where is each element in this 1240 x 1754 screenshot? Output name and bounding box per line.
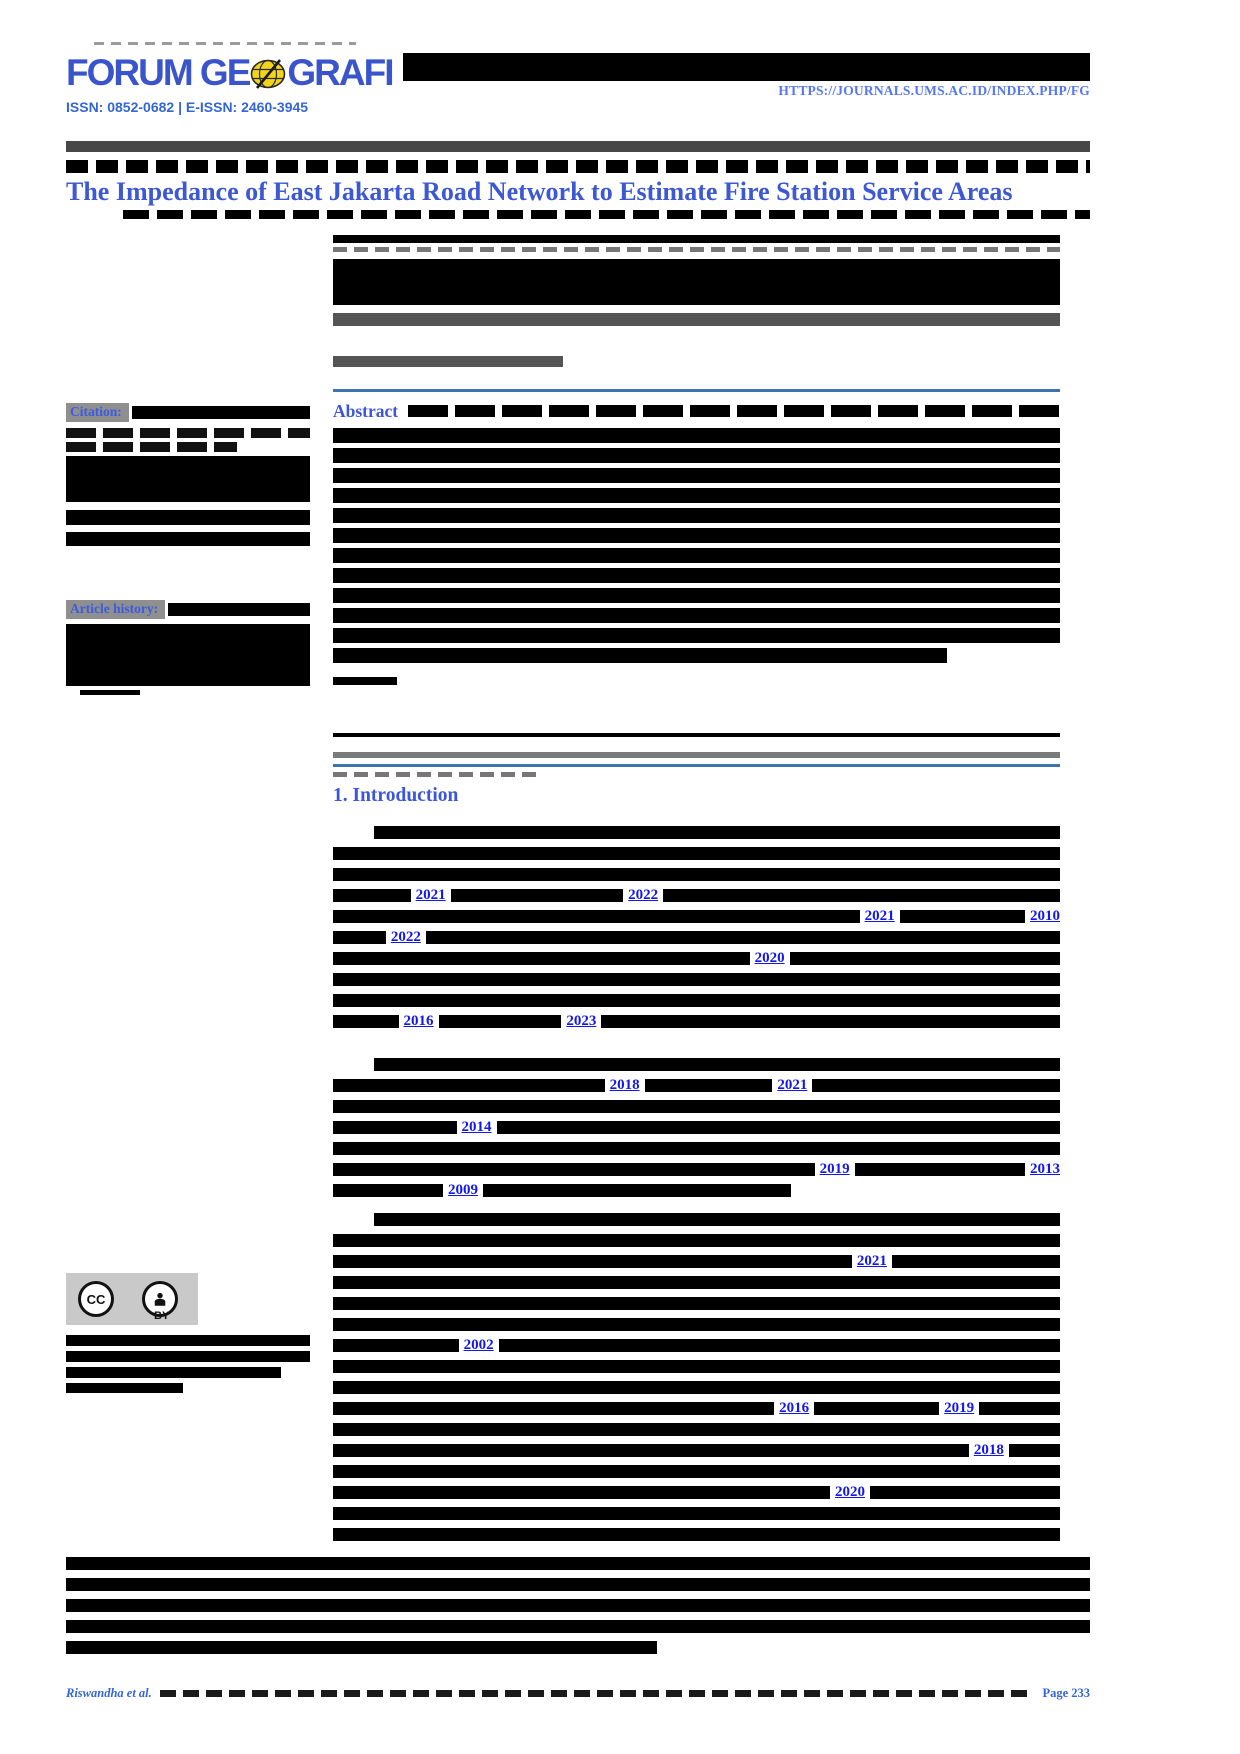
redacted-line: [333, 969, 1060, 990]
redacted-line: [333, 1011, 1060, 1032]
redacted-text-bar: [333, 428, 1060, 443]
citation-year-link[interactable]: 2016: [779, 1400, 810, 1417]
redacted-line: [66, 1553, 1090, 1574]
logo-text-left: FORUM GE: [66, 52, 250, 93]
redacted-text-bar: [333, 1339, 459, 1352]
abstract-header-row: [333, 402, 1060, 420]
redacted-license-line: [66, 1351, 310, 1362]
redacted-text-bar: [374, 1058, 1060, 1071]
footer-dashed-line: [160, 1690, 1035, 1697]
redacted-text-bar: [333, 1163, 815, 1176]
article-history-header: [66, 600, 310, 619]
redacted-line: [333, 485, 1060, 505]
redacted-line: [333, 1054, 1060, 1075]
citation-label: Citation:: [66, 403, 129, 422]
redacted-text-bar: [333, 1100, 1060, 1113]
redacted-line: [333, 1377, 1060, 1398]
columns: [66, 235, 1090, 1545]
redacted-correspondence-line: [333, 356, 563, 367]
redacted-text-bar: [790, 952, 1060, 965]
redacted-text-bar: [426, 931, 1060, 944]
redacted-line: [333, 1524, 1060, 1545]
citation-header: [66, 403, 310, 422]
redacted-text-bar: [979, 1402, 1060, 1415]
redacted-text-bar: [66, 1599, 1090, 1612]
redacted-text-bar: [855, 1163, 1025, 1176]
redacted-line: [333, 445, 1060, 465]
citation-year-link[interactable]: 2021: [415, 887, 446, 904]
redacted-line: [333, 585, 1060, 605]
redacted-text-bar: [374, 826, 1060, 839]
redacted-text-bar: [333, 994, 1060, 1007]
redacted-text-bar: [66, 1578, 1090, 1591]
redacted-text-bar: [333, 608, 1060, 623]
citation-year-link[interactable]: 2021: [777, 1077, 808, 1094]
redacted-text-bar: [333, 1142, 1060, 1155]
redacted-citation-line: [66, 510, 310, 525]
redacted-keywords-line: [333, 752, 1060, 758]
redacted-paragraph-2: [333, 1054, 1060, 1201]
redacted-text-bar: [451, 889, 624, 902]
citation-year-link[interactable]: 2010: [1030, 908, 1060, 925]
citation-year-link[interactable]: 2022: [628, 887, 659, 904]
footer-page-number: Page 233: [1042, 1686, 1090, 1700]
redacted-text-bar: [333, 568, 1060, 583]
article-title: The Impedance of East Jakarta Road Network to Estimate Fire Station Service Areas: [66, 177, 1013, 206]
header-top-dashed-line: [94, 42, 356, 45]
journal-website-link[interactable]: HTTPS://JOURNALS.UMS.AC.ID/INDEX.PHP/FG: [778, 83, 1090, 98]
redacted-text-bar: [333, 648, 947, 663]
redacted-text-bar: [333, 1015, 399, 1028]
redacted-text-bar: [333, 1121, 457, 1134]
redacted-history-block: [66, 624, 310, 686]
redacted-line: [333, 525, 1060, 545]
redacted-text-bar: [66, 1641, 657, 1654]
redacted-text-bar: [439, 1015, 562, 1028]
redacted-line: [333, 906, 1060, 927]
redacted-citation-line: [66, 442, 237, 452]
redacted-citation-line: [66, 532, 310, 546]
redacted-text-bar: [66, 1620, 1090, 1633]
redacted-line: [333, 565, 1060, 585]
abstract-top-rule: [333, 389, 1060, 392]
redacted-section-dashes: [333, 772, 543, 777]
citation-year-link[interactable]: 2014: [461, 1119, 492, 1136]
redacted-license-line: [66, 1335, 310, 1346]
spacer: [796, 1190, 1060, 1191]
citation-year-link[interactable]: 2023: [566, 1013, 597, 1030]
citation-year-link[interactable]: 2018: [973, 1442, 1004, 1459]
citation-year-link[interactable]: 2020: [834, 1484, 865, 1501]
citation-year-link[interactable]: 2020: [754, 950, 785, 967]
page-content: [66, 0, 1090, 1658]
redacted-text-bar: [483, 1184, 791, 1197]
redacted-subtitle-bar: [123, 210, 1090, 219]
redacted-line: [333, 1096, 1060, 1117]
redacted-line: [333, 885, 1060, 906]
redacted-article-meta-bar: [66, 160, 1090, 173]
redacted-text-bar: [333, 488, 1060, 503]
redacted-text-bar: [333, 1318, 1060, 1331]
spacer: [333, 832, 369, 833]
redacted-line: [333, 1503, 1060, 1524]
redacted-line: [333, 1356, 1060, 1377]
redacted-line: [333, 843, 1060, 864]
redacted-line: [333, 948, 1060, 969]
cc-icon: [78, 1281, 114, 1317]
redacted-text-bar: [601, 1015, 1060, 1028]
redacted-text-bar: [497, 1121, 1061, 1134]
redacted-line: [333, 990, 1060, 1011]
redacted-line: [333, 1209, 1060, 1230]
cc-by-license-badge[interactable]: [66, 1273, 198, 1325]
redacted-line: [333, 822, 1060, 843]
redacted-text-bar: [892, 1255, 1060, 1268]
redacted-line: [333, 465, 1060, 485]
redacted-line: [333, 1075, 1060, 1096]
redacted-text-bar: [333, 1297, 1060, 1310]
redacted-text-bar: [374, 1213, 1060, 1226]
redacted-citation-line: [66, 428, 310, 438]
citation-year-link[interactable]: 2021: [864, 908, 895, 925]
redacted-line: [333, 1314, 1060, 1335]
redacted-text-bar: [333, 1255, 852, 1268]
main-column: [333, 235, 1090, 1545]
redacted-line: [333, 545, 1060, 565]
redacted-text-bar: [333, 1444, 969, 1457]
redacted-text-bar: [814, 1402, 939, 1415]
redacted-line: [333, 605, 1060, 625]
redacted-line: [333, 1398, 1060, 1419]
footer-authors: Riswandha et al.: [66, 1686, 152, 1700]
redacted-citation-block: [66, 456, 310, 502]
citation-year-link[interactable]: 2002: [463, 1337, 494, 1354]
redacted-text-bar: [499, 1339, 1060, 1352]
redacted-text-bar: [333, 847, 1060, 860]
citation-year-link[interactable]: 2021: [856, 1253, 887, 1270]
redacted-text-bar: [333, 528, 1060, 543]
redacted-text-bar: [333, 468, 1060, 483]
redacted-author-rule: [333, 235, 1060, 243]
redacted-text-bar: [333, 1486, 830, 1499]
redacted-line: [333, 1138, 1060, 1159]
redacted-text-bar: [333, 1423, 1060, 1436]
redacted-license-line: [66, 1383, 183, 1393]
redacted-line: [333, 1461, 1060, 1482]
redacted-text-bar: [333, 889, 411, 902]
redacted-license-line: [66, 1367, 281, 1378]
redacted-text-bar: [333, 1360, 1060, 1373]
redacted-text-bar: [333, 1528, 1060, 1541]
redacted-text-bar: [333, 548, 1060, 563]
redacted-line: [333, 1159, 1060, 1180]
redacted-text-bar: [333, 952, 750, 965]
left-sidebar: [66, 235, 310, 1393]
redacted-text-bar: [333, 1276, 1060, 1289]
redacted-paragraph-3: [333, 1209, 1060, 1545]
redacted-line: [333, 1293, 1060, 1314]
citation-year-link[interactable]: 2013: [1030, 1161, 1060, 1178]
by-label: BY: [154, 1310, 170, 1323]
redacted-bottom-block: [66, 1553, 1090, 1658]
redacted-line: [66, 1574, 1090, 1595]
redacted-text-bar: [333, 1234, 1060, 1247]
redacted-text-bar: [870, 1486, 1060, 1499]
redacted-text-bar: [333, 508, 1060, 523]
redacted-line: [333, 1440, 1060, 1461]
citation-year-link[interactable]: 2016: [403, 1013, 434, 1030]
citation-year-link[interactable]: 2018: [609, 1077, 640, 1094]
redacted-text-bar: [333, 868, 1060, 881]
redacted-line: [333, 1335, 1060, 1356]
redacted-line: [66, 1595, 1090, 1616]
redacted-text-bar: [333, 910, 860, 923]
redacted-text-bar: [333, 1507, 1060, 1520]
redacted-text-bar: [333, 1079, 605, 1092]
redacted-authors-block: [333, 259, 1060, 305]
issn-line: ISSN: 0852-0682 | E-ISSN: 2460-3945: [66, 99, 309, 115]
redacted-text-bar: [333, 588, 1060, 603]
redacted-line: [66, 1616, 1090, 1637]
redacted-text-bar: [663, 889, 1060, 902]
redacted-line: [333, 625, 1060, 645]
abstract-bottom-rule: [333, 764, 1060, 767]
redacted-text-bar: [1009, 1444, 1060, 1457]
redacted-thin-line: [333, 733, 1060, 737]
logo-text-right: GRAFI: [287, 52, 393, 93]
redacted-text-bar: [333, 628, 1060, 643]
redacted-text-bar: [333, 931, 386, 944]
redacted-text-bar: [66, 1557, 1090, 1570]
redacted-line: [333, 645, 1060, 665]
abstract-label: Abstract: [333, 401, 399, 422]
redacted-line: [66, 1637, 1090, 1658]
redacted-header-bar: [403, 53, 1091, 81]
redacted-line: [333, 1230, 1060, 1251]
redacted-line: [333, 927, 1060, 948]
redacted-line: [333, 505, 1060, 525]
redacted-text-bar: [900, 910, 1025, 923]
redacted-text-bar: [333, 1381, 1060, 1394]
redacted-text-bar: [645, 1079, 773, 1092]
cc-icon-text: CC: [86, 1291, 106, 1307]
redacted-text-bar: [333, 1184, 443, 1197]
citation-year-link[interactable]: 2009: [448, 1182, 478, 1199]
globe-icon: [250, 58, 286, 90]
redacted-abstract-stub: [333, 677, 397, 685]
redacted-text-bar: [333, 448, 1060, 463]
redacted-text-bar: [333, 1402, 774, 1415]
redacted-text-bar: [333, 1465, 1060, 1478]
redacted-paragraph-1: [333, 822, 1060, 1032]
redacted-line: [333, 864, 1060, 885]
redacted-author-dashes: [333, 247, 1060, 252]
article-history-label: Article history:: [66, 600, 165, 619]
redacted-abstract-block: [333, 425, 1060, 665]
citation-year-link[interactable]: 2019: [819, 1161, 850, 1178]
redacted-line: [333, 425, 1060, 445]
introduction-heading: 1. Introduction: [333, 785, 459, 807]
citation-year-link[interactable]: 2019: [944, 1400, 975, 1417]
header-divider-bar: [66, 141, 1090, 152]
page-footer: [66, 1686, 1090, 1701]
redacted-line: [333, 1180, 1060, 1201]
redacted-line: [333, 1272, 1060, 1293]
header-right: [403, 53, 1091, 99]
redacted-line: [333, 1419, 1060, 1440]
redacted-text-bar: [812, 1079, 1060, 1092]
spacer: [333, 1219, 369, 1220]
redacted-affiliation-line: [333, 313, 1060, 326]
redacted-text-bar: [168, 603, 310, 616]
redacted-line: [333, 1117, 1060, 1138]
spacer: [333, 1064, 369, 1065]
redacted-text-bar: [333, 973, 1060, 986]
redacted-text-bar: [132, 406, 310, 419]
redacted-abstract-first-line: [408, 405, 1060, 417]
redacted-line: [333, 1482, 1060, 1503]
journal-logo: [66, 53, 393, 93]
spacer: [662, 1647, 1090, 1648]
spacer: [952, 655, 1060, 656]
journal-header: [66, 53, 1090, 99]
redacted-history-line: [80, 690, 140, 695]
citation-year-link[interactable]: 2022: [390, 929, 421, 946]
redacted-line: [333, 1251, 1060, 1272]
